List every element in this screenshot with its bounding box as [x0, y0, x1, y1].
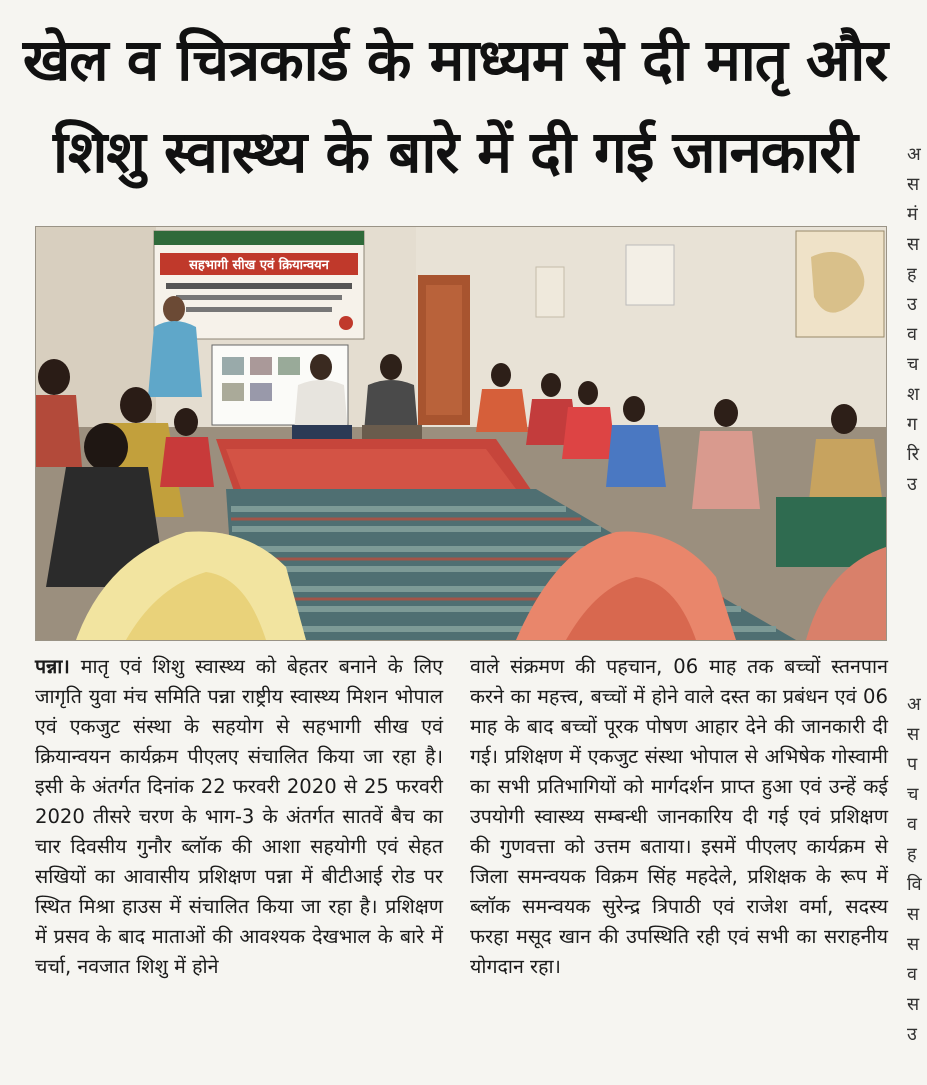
- edge-fragment: वि: [907, 874, 922, 895]
- article-text-col1: मातृ एवं शिशु स्वास्थ्य को बेहतर बनाने के लिए जागृति युवा मंच समिति पन्ना राष्ट्रीय स्वास्थ्य मिशन भोपाल एवं एकजुट संस्था के सहयोग से सहभागी सीख एवं क्रियान्वयन कार्यक्रम पीएलए संचालित किया जा रहा है। इसी के अंतर्गत दिनांक 22 फरवरी 2020 से 25 फरवरी 2020 तीसरे चरण के भाग-3 के अंतर्गत सातवें बैच का चार दिवसीय गुनौर ब्लॉक की आशा सहयोगी एवं सेहत सखियों का आवासीय प्रशिक्षण पन्ना में बीटीआई रोड पर स्थित मिश्रा हाउस में संचालित किया जा रहा है। प्रशिक्षण में प्रसव के बाद माताओं की आवश्यक देखभाल के बारे में चर्चा, नवजात शिशु में होने: [35, 655, 443, 978]
- edge-fragment: स: [907, 994, 920, 1015]
- edge-fragment: अ: [907, 694, 921, 715]
- edge-fragment: स: [907, 724, 920, 745]
- edge-fragment: व: [907, 814, 918, 835]
- edge-fragment: ग: [907, 414, 918, 435]
- edge-fragment: उ: [907, 294, 917, 315]
- edge-fragment: स: [907, 934, 920, 955]
- article-column-1: [35, 652, 443, 982]
- edge-fragment: स: [907, 234, 920, 255]
- edge-fragment: उ: [907, 474, 917, 495]
- edge-fragment: च: [907, 784, 919, 805]
- headline-line-2: शिशु स्वास्थ्य के बारे में दी गई जानकारी: [52, 118, 858, 186]
- edge-fragment: व: [907, 964, 918, 985]
- edge-fragment: व: [907, 324, 918, 345]
- edge-fragment: ह: [907, 264, 917, 285]
- news-photo: [35, 226, 887, 641]
- headline-line-1: खेल व चित्रकार्ड के माध्यम से दी मातृ और: [22, 26, 888, 94]
- article-text-col2: वाले संक्रमण की पहचान, 06 माह तक बच्चों स्तनपान करने का महत्त्व, बच्चों में होने वाले दस्त का प्रबंधन एवं 06 माह के बाद बच्चों पूरक पोषण आहार देने की जानकारी दी गई। प्रशिक्षण में एकजुट संस्था भोपाल से अभिषेक गोस्वामी का सभी प्रतिभागियों को मार्गदर्शन प्राप्त हुआ एवं उन्हें कई उपयोगी स्वास्थ्य सम्बन्धी जानकारिय दी गई एवं प्रशिक्षण की गुणवत्ता को उत्तम बताया। इसमें पीएलए कार्यक्रम से जिला समन्वयक विक्रम सिंह महदेले, प्रशिक्षक के रूप में ब्लॉक समन्वयक सुरेन्द्र त्रिपाठी एवं राजेश वर्मा, सदस्य फरहा मसूद खान की उपस्थिति रही एवं सभी का सराहनीय योगदान रहा।: [470, 655, 888, 978]
- edge-fragment: ह: [907, 844, 917, 865]
- edge-fragment: श: [907, 384, 920, 405]
- edge-fragment: अ: [907, 144, 921, 165]
- edge-fragment: मं: [907, 204, 918, 225]
- edge-fragment: च: [907, 354, 919, 375]
- edge-fragment: प: [907, 754, 918, 775]
- adjacent-article-fragment-top: [903, 140, 927, 540]
- edge-fragment: स: [907, 174, 920, 195]
- headline: [0, 14, 910, 198]
- edge-fragment: उ: [907, 1024, 917, 1045]
- edge-fragment: स: [907, 904, 920, 925]
- dateline: पन्ना।: [35, 655, 70, 678]
- article-column-2: [470, 652, 888, 982]
- edge-fragment: रि: [907, 444, 920, 465]
- adjacent-article-fragment-bottom: [903, 690, 927, 1060]
- banner-title: सहभागी सीख एवं क्रियान्वयन: [189, 258, 329, 273]
